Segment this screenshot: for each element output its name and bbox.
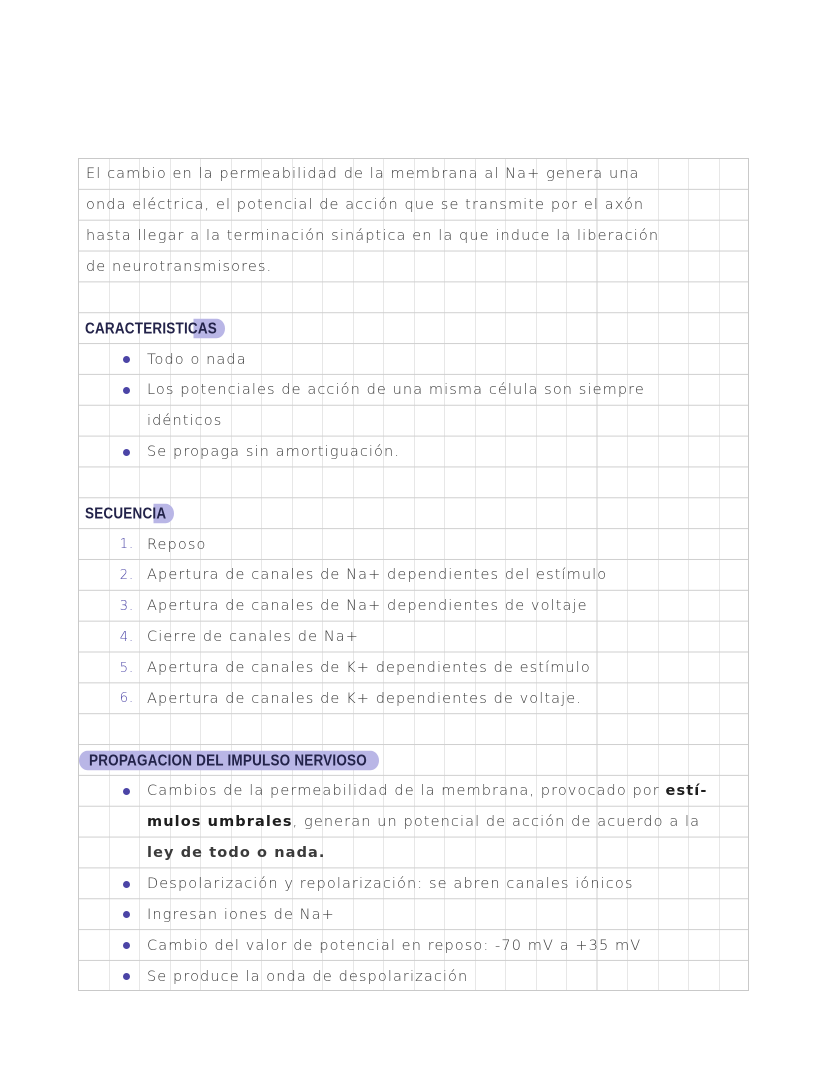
- list-item-text: Todo o nada: [147, 351, 247, 368]
- list-item-continuation: [79, 406, 748, 437]
- list-item: [79, 930, 748, 961]
- grid-notebook-page: [78, 158, 749, 991]
- list-item: [79, 899, 748, 930]
- step-text: Apertura de canales de Na+ dependientes de voltaje: [147, 598, 588, 615]
- intro-text: de neurotransmisores.: [86, 258, 273, 275]
- list-item-continuation: [79, 807, 748, 838]
- list-item-text: Se propaga sin amortiguación.: [147, 444, 401, 461]
- section-heading-row: [79, 313, 748, 344]
- bullet-icon: [123, 942, 130, 949]
- list-item-text: ley de todo o nada.: [147, 845, 326, 862]
- intro-line: [79, 190, 755, 221]
- list-item-text: [147, 814, 700, 830]
- step-text: Apertura de canales de K+ dependientes de estímulo: [147, 660, 591, 677]
- bold-text-fragment: mulos umbrales: [147, 814, 293, 831]
- list-item: [79, 776, 748, 807]
- bullet-icon: [123, 788, 130, 795]
- step-number: 2.: [119, 567, 135, 583]
- bullet-icon: [123, 973, 130, 980]
- sequence-step: [79, 529, 748, 560]
- bullet-icon: [123, 449, 130, 456]
- list-item-text: Despolarización y repolarización: se abren canales iónicos: [147, 875, 634, 892]
- intro-line: [79, 221, 755, 252]
- sequence-step: [79, 683, 748, 714]
- intro-text: onda eléctrica, el potencial de acción que se transmite por el axón: [86, 197, 645, 214]
- bullet-icon: [123, 387, 130, 394]
- step-text: Apertura de canales de Na+ dependientes del estímulo: [147, 567, 608, 584]
- list-item-text: [147, 783, 707, 799]
- intro-text: hasta llegar a la terminación sináptica en la que induce la liberación: [86, 228, 660, 245]
- list-item: [79, 869, 748, 900]
- text-fragment: , generan un potencial de acción de acuerdo a la: [292, 814, 701, 831]
- step-text: Cierre de canales de Na+: [147, 629, 360, 646]
- step-text: Reposo: [147, 536, 207, 553]
- step-number: 6.: [119, 691, 135, 707]
- step-number: 5.: [119, 660, 135, 676]
- step-text: Apertura de canales de K+ dependientes de voltaje.: [147, 690, 583, 707]
- step-number: 4.: [119, 629, 135, 645]
- bullet-icon: [123, 911, 130, 918]
- list-item: [79, 961, 748, 992]
- section-heading-caracteristicas: CARACTERISTICAS: [81, 319, 225, 339]
- sequence-step: [79, 591, 748, 622]
- bullet-icon: [123, 356, 130, 363]
- intro-text: El cambio en la permeabilidad de la membrana al Na+ genera una: [86, 166, 640, 183]
- sequence-step: [79, 560, 748, 591]
- intro-line: [79, 252, 755, 283]
- sequence-step: [79, 622, 748, 653]
- intro-line: [79, 159, 755, 190]
- bullet-icon: [123, 881, 130, 888]
- section-heading-row: [79, 498, 748, 529]
- list-item: [79, 375, 748, 406]
- text-fragment: Cambios de la permeabilidad de la membrana, provocado por: [147, 783, 666, 800]
- list-item-text: Los potenciales de acción de una misma célula son siempre: [147, 382, 645, 399]
- list-item: [79, 344, 748, 375]
- list-item-text: idénticos: [147, 413, 223, 430]
- list-item-text: Cambio del valor de potencial en reposo: -70 mV a +35 mV: [147, 937, 642, 954]
- step-number: 1.: [119, 537, 135, 553]
- sequence-step: [79, 653, 748, 684]
- list-item-text: Se produce la onda de despolarización: [147, 968, 469, 985]
- list-item-text: Ingresan iones de Na+: [147, 906, 335, 923]
- section-heading-row: [79, 745, 748, 776]
- step-number: 3.: [119, 598, 135, 614]
- section-heading-propagacion: PROPAGACION DEL IMPULSO NERVIOSO: [79, 751, 379, 771]
- list-item-continuation: [79, 838, 748, 869]
- list-item: [79, 437, 748, 468]
- bold-text-fragment: estí-: [665, 783, 708, 800]
- section-heading-secuencia: SECUENCIA: [81, 504, 174, 524]
